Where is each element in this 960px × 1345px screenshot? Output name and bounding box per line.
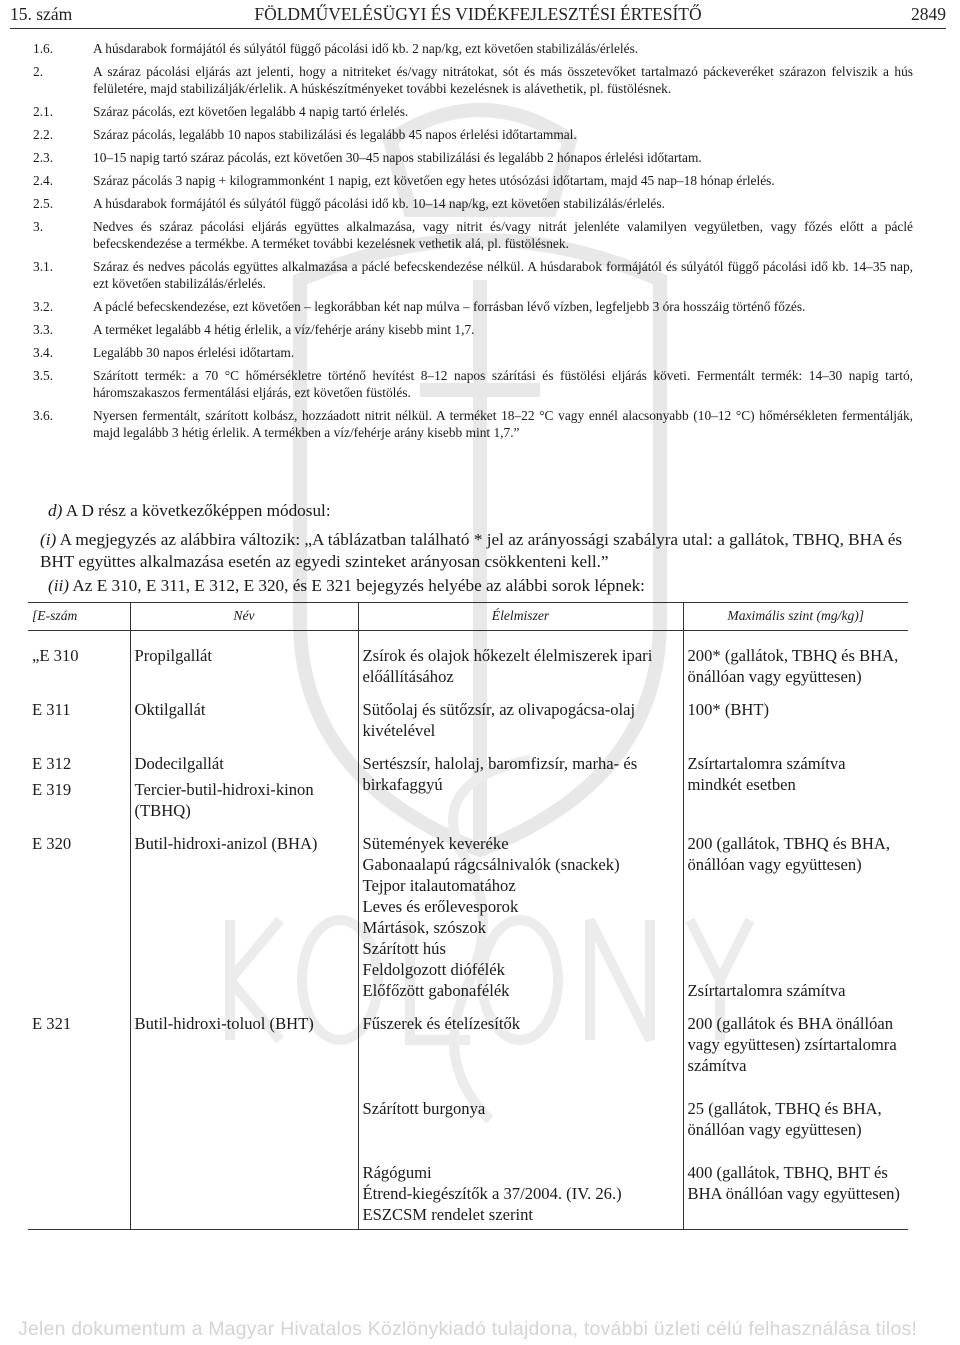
list-item (33, 63, 913, 97)
paragraph-label: (i) (40, 530, 57, 549)
table-row (28, 833, 908, 1001)
e-number-cell: E 311 (32, 700, 71, 719)
item-text: A száraz pácolási eljárás azt jelenti, hogy a nitriteket és/vagy nitrátokat, sót és más összetevőket tartalmazó páckeveréket szárazon felviszik a hús felületére, majd stabilizálják/érlelik. A húskészítményeket további kezelésnek is alávethetik, pl. füstölésnek. (93, 64, 913, 96)
e-number-cell (28, 1098, 130, 1140)
name-cell: Butil-hidroxi-toluol (BHT) (130, 1013, 358, 1076)
row-spacer (28, 741, 908, 753)
item-text: 10–15 napig tartó száraz pácolás, ezt követően 30–45 napos stabilizálási és legalább 2 hónapos érlelési időtartam. (93, 150, 702, 165)
section-label: d) (48, 501, 63, 520)
item-text: Száraz és nedves pácolás együttes alkalmazása a páclé befecskendezése nélkül. A húsdarabok formájától és súlyától függő pácolási idő kb. 14–35 nap, ezt követően stabilizálás/érlelés. (93, 259, 913, 291)
item-number: 3. (33, 219, 44, 234)
header-food: Élelmiszer (358, 603, 683, 631)
name-cell (130, 753, 358, 821)
item-text: A húsdarabok formájától és súlyától függő pácolási idő kb. 2 nap/kg, ezt követően stabilizálás/érlelés. (93, 41, 639, 56)
list-item (33, 40, 913, 57)
level-cell: 200 (gallátok és BHA önállóan vagy együttesen) zsírtartalomra számítva (683, 1013, 908, 1076)
food-cell: Rágógumi Étrend-kiegészítők a 37/2004. (IV. 26.) ESZCSM rendelet szerint (358, 1162, 683, 1230)
level-cell (683, 833, 908, 1001)
e-number-cell: „E 310 (32, 646, 79, 665)
paragraph-i (40, 529, 912, 573)
list-item (33, 298, 913, 315)
e-number-cell: E 320 (32, 834, 72, 853)
journal-title: FÖLDMŰVELÉSÜGYI ÉS VIDÉKFEJLESZTÉSI ÉRTESÍTŐ (254, 4, 702, 24)
item-number: 2.1. (33, 104, 54, 119)
item-text: A húsdarabok formájától és súlyától függő pácolási idő kb. 10–14 nap/kg, ezt követően stabilizálás/érlelés. (93, 196, 665, 211)
e-number: E 312 (32, 754, 72, 773)
item-text: Nedves és száraz pácolási eljárás együttes alkalmazása, vagy nitrit és/vagy nitrát jelenléte valamilyen vegyületben, vagy főzés előtt a páclé befecskendezése a termékbe. A terméket további kezelésnek vethetik alá, pl. füstölésnek. (93, 219, 913, 251)
level-cell: 200* (gallátok, TBHQ és BHA, önállóan vagy együttesen) (683, 631, 908, 688)
level-cell: 25 (gallátok, TBHQ és BHA, önállóan vagy együttesen) (683, 1098, 908, 1140)
table-row (28, 1098, 908, 1140)
level-cell: 400 (gallátok, TBHQ, BHT és BHA önállóan vagy együttesen) (683, 1162, 908, 1230)
list-item (33, 126, 913, 143)
item-number: 3.4. (33, 345, 54, 360)
row-spacer (28, 687, 908, 699)
table-row (28, 699, 908, 741)
list-item (33, 258, 913, 292)
name-cell: Oktilgallát (130, 699, 358, 741)
item-text: Szárított termék: a 70 °C hőmérsékletre történő hevítést 8–12 napos szárítási és füstölési eljárás követi. Fermentált termék: 14–30 napig tartó, háromszakaszos fermentálási eljárás, ezt követően füstölés. (93, 368, 913, 400)
item-text: Száraz pácolás, legalább 10 napos stabilizálási és legalább 45 napos érlelési időtartammal. (93, 127, 577, 142)
name-cell (130, 1162, 358, 1230)
name-cell: Propilgallát (130, 631, 358, 688)
name-cell: Butil-hidroxi-anizol (BHA) (130, 833, 358, 1001)
item-number: 3.2. (33, 299, 54, 314)
food-cell: Sütőolaj és sütőzsír, az olivapogácsa-olaj kivételével (358, 699, 683, 741)
item-number: 2.2. (33, 127, 54, 142)
section-heading-text: A D rész a következőképpen módosul: (65, 501, 331, 520)
list-item (33, 218, 913, 252)
header-rule (10, 28, 946, 29)
item-text: Száraz pácolás 3 napig + kilogrammonként 1 napig, ezt követően egy hetes utósózási időtartam, majd 45 nap–18 hónap érlelés. (93, 173, 775, 188)
additives-table (28, 602, 908, 1230)
item-number: 2. (33, 64, 44, 79)
list-item (33, 195, 913, 212)
food-cell: Fűszerek és ételízesítők (358, 1013, 683, 1076)
table-row (28, 1162, 908, 1230)
table-row (28, 1013, 908, 1076)
row-spacer (28, 1076, 908, 1098)
item-number: 2.4. (33, 173, 54, 188)
item-number: 3.6. (33, 408, 54, 423)
food-cell: Szárított burgonya (358, 1098, 683, 1140)
paragraph-label: (ii) (48, 576, 69, 595)
item-text: A páclé befecskendezése, ezt követően – legkorábban két nap múlva – forrásban lévő vízben, legfeljebb 3 óra hosszáig történő főzés. (93, 299, 806, 314)
item-number: 3.5. (33, 368, 54, 383)
level-cell: Zsírtartalomra számítva mindkét esetben (683, 753, 908, 821)
list-item (33, 321, 913, 338)
header-e-number: [E-szám (32, 608, 78, 623)
procedure-list (33, 40, 913, 447)
section-heading (48, 500, 912, 522)
list-item (33, 103, 913, 120)
item-text: Legalább 30 napos érlelési időtartam. (93, 345, 295, 360)
list-item (33, 367, 913, 401)
row-spacer (28, 1001, 908, 1013)
page-number: 2849 (911, 4, 946, 24)
list-item (33, 344, 913, 361)
list-item (33, 149, 913, 166)
paragraph-text: A megjegyzés az alábbira változik: „A táblázatban található * jel az arányossági szabályra utal: a gallátok, TBHQ, BHA és BHT együttes alkalmazása esetén az egyedi szinteket arányosan csökkenteni kell.” (40, 530, 903, 571)
e-number-cell (28, 1162, 130, 1230)
additive-name: Dodecilgallát (134, 754, 224, 773)
level-note: Zsírtartalomra számítva (687, 981, 846, 1000)
copyright-footer: Jelen dokumentum a Magyar Hivatalos Közlönykiadó tulajdona, további üzleti célú felhasználása tilos! (18, 1318, 918, 1340)
e-number-cell: E 321 (32, 1014, 72, 1033)
item-number: 2.5. (33, 196, 54, 211)
name-cell (130, 1098, 358, 1140)
item-text: A terméket legalább 4 hétig érlelik, a víz/fehérje arány kisebb mint 1,7. (93, 322, 475, 337)
header-max-level: Maximális szint (mg/kg)] (683, 603, 908, 631)
paragraph-text: Az E 310, E 311, E 312, E 320, és E 321 bejegyzés helyébe az alábbi sorok lépnek: (72, 576, 645, 595)
table-header-row (28, 603, 908, 631)
item-number: 2.3. (33, 150, 54, 165)
header-name: Név (130, 603, 358, 631)
row-spacer (28, 1140, 908, 1162)
e-number-cell (28, 753, 130, 821)
paragraph-ii (48, 575, 912, 597)
level-text: 200 (gallátok, TBHQ és BHA, önállóan vagy együttesen) (687, 834, 890, 874)
page-header (10, 4, 946, 28)
issue-number: 15. szám (10, 4, 73, 24)
amendment-section (40, 500, 912, 597)
item-text: Száraz pácolás, ezt követően legalább 4 napig tartó érlelés. (93, 104, 409, 119)
list-item (33, 172, 913, 189)
item-number: 3.1. (33, 259, 54, 274)
additive-name: Tercier-butil-hidroxi-kinon (TBHQ) (134, 780, 314, 820)
food-cell: Zsírok és olajok hőkezelt élelmiszerek ipari előállításához (358, 631, 683, 688)
table-row (28, 631, 908, 688)
item-number: 1.6. (33, 41, 54, 56)
item-text: Nyersen fermentált, szárított kolbász, hozzáadott nitrit nélkül. A terméket 18–22 °C vagy ennél alacsonyabb (10–12 °C) hőmérsékleten fermentálják, majd legalább 3 hétig érlelik. A termékben a víz/fehérje arány kisebb mint 1,7.” (93, 408, 913, 440)
table-row (28, 753, 908, 821)
food-cell: Sütemények keveréke Gabonaalapú rágcsálnivalók (snackek) Tejpor italautomatához Leves és erőlevesporok Mártások, szószok Szárított hús Feldolgozott diófélék Előfőzött gabonafélék (358, 833, 683, 1001)
list-item (33, 407, 913, 441)
food-cell: Sertészsír, halolaj, baromfizsír, marha- és birkafaggyú (358, 753, 683, 821)
row-spacer (28, 821, 908, 833)
item-number: 3.3. (33, 322, 54, 337)
level-cell: 100* (BHT) (683, 699, 908, 741)
e-number: E 319 (32, 780, 72, 799)
